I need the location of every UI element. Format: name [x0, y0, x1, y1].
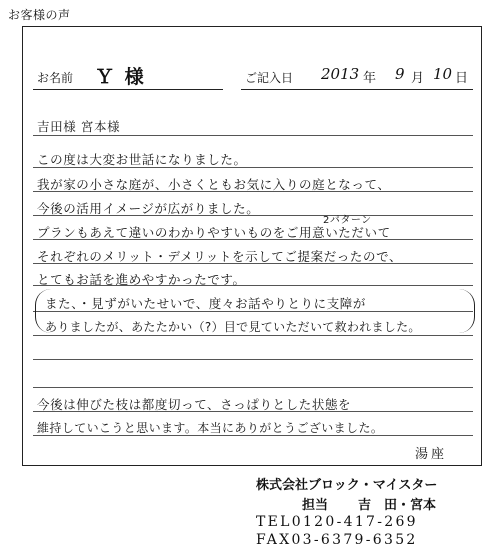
name-date-row [23, 27, 481, 93]
customer-signature: 湯座 [415, 447, 448, 462]
fax-number: FAX03-6379-6352 [256, 532, 418, 548]
insert-note: 2パターン [323, 215, 372, 226]
letter-line: ありましたが、あたたかい（?）目で見ていただいて救われました。 [45, 320, 421, 334]
name-underline [33, 89, 223, 90]
customer-name: Ｙ 様 [95, 66, 146, 88]
letter-line: それぞれのメリット・デメリットを示してご提案だったので、 [37, 249, 403, 264]
letter-line: 今後は伸びた枝は都度切って、さっぱりとした状態を [37, 397, 352, 412]
date-year-unit: 年 [363, 71, 377, 86]
page-header-label: お客様の声 [8, 8, 71, 22]
date-month: 9 [395, 65, 405, 83]
letter-line: プランもあえて違いのわかりやすいものをご用意いただいて [37, 225, 391, 240]
date-day-unit: 日 [455, 71, 469, 86]
ruled-line [33, 335, 473, 336]
staff-label: 担当 [302, 498, 329, 513]
staff-names: 吉 田・宮本 [358, 498, 437, 513]
staff-line [302, 494, 436, 513]
letter-line: この度は大変お世話になりました。 [37, 152, 247, 167]
telephone-number: TEL0120-417-269 [256, 514, 418, 530]
date-year: 2013 [321, 65, 360, 83]
letter-line: また、・見ずがいたせいで、度々お話やりとりに支障が [45, 296, 367, 311]
date-month-unit: 月 [411, 71, 425, 86]
company-name: 株式会社ブロック・マイスター [256, 478, 438, 493]
date-underline [241, 89, 473, 90]
ruled-line [33, 359, 473, 360]
letter-line: とてもお話を進めやすかったです。 [37, 272, 246, 287]
ruled-line [33, 135, 473, 136]
ruled-line [33, 387, 473, 388]
letter-line: 維持していこうと思います。本当にありがとうございました。 [37, 421, 384, 435]
letter-line: 今後の活用イメージが広がりました。 [37, 201, 260, 216]
name-label: お名前 [37, 71, 74, 85]
testimonial-card [22, 26, 482, 466]
letter-salutation: 吉田様 宮本様 [37, 119, 121, 134]
date-label: ご記入日 [245, 71, 294, 85]
date-day: 10 [433, 65, 453, 83]
letter-line: 我が家の小さな庭が、小さくともお気に入りの庭となって、 [37, 177, 391, 192]
